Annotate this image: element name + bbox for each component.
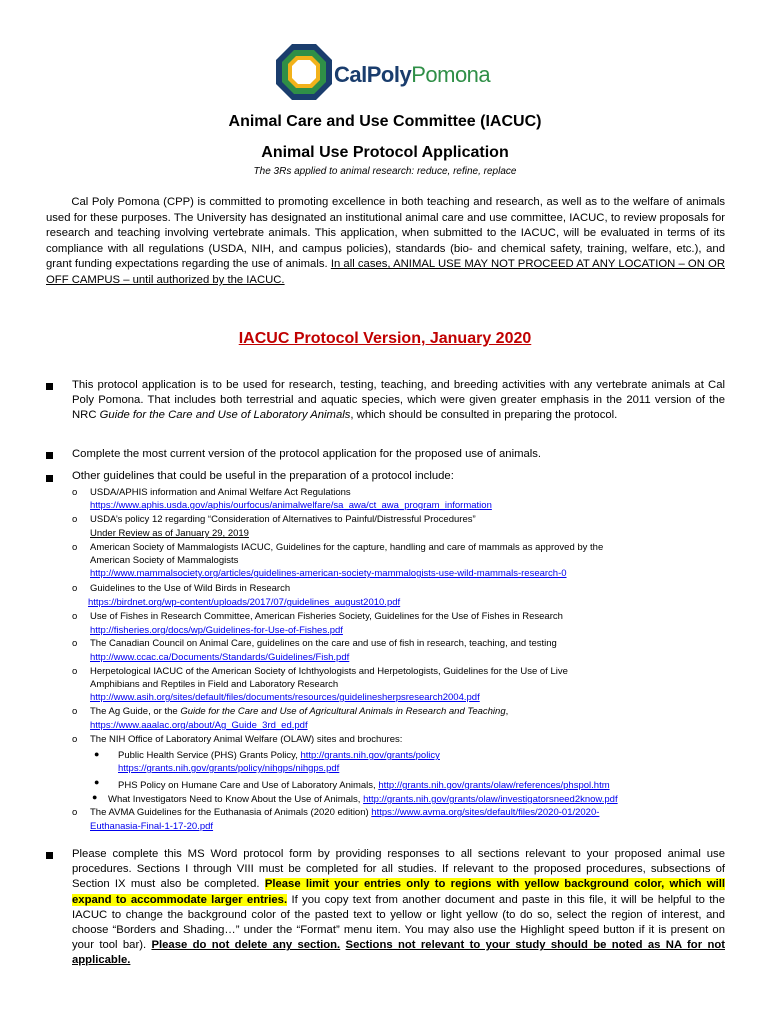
bullet-dot-icon: ● <box>92 792 98 802</box>
bullet-other-guidelines: Other guidelines that could be useful in the preparation of a protocol include: <box>72 470 454 482</box>
version-heading: IACUC Protocol Version, January 2020 <box>238 330 532 347</box>
tagline: The 3Rs applied to animal research: reduce, refine, replace <box>253 166 517 177</box>
na-notice: Sections not relevant to your study should be noted as NA for not applicable. <box>72 939 726 967</box>
phs-policy-link[interactable]: http://grants.nih.gov/grants/olaw/references/phspol.htm <box>378 780 610 791</box>
application-title: Animal Use Protocol Application <box>261 144 509 161</box>
committee-title: Animal Care and Use Committee (IACUC) <box>228 113 542 130</box>
logo-wordmark: CalPolyPomona <box>334 62 491 87</box>
bullet-form-instructions: Please complete this MS Word protocol form by providing responses to all sections relevant to your proposed animal use procedures. Sections I through VIII must be completed for all studies. If relevant to the proposed procedures, subsections of Section IX must also be completed. Please limit your entries only to regions with yellow background color, which will expand to accommodate larger entries. If you copy text from another document and paste in this file, it will be helpful to the IACUC to change the background color of the pasted text to yellow or light yellow (to do so, select the region of interest, and choose “Borders and Shading…” under the “Format” menu item. You may also use the Highlight speed button if it is present on your tool bar). Please do not delete any section. Sections not relevant to your study should be noted as NA for not applicable. <box>72 848 726 967</box>
olaw-item-phs-policy: PHS Policy on Humane Care and Use of Laboratory Animals, http://grants.nih.gov/grants/olaw/references/phspol.htm <box>118 780 610 791</box>
bullet-square-icon <box>46 849 56 859</box>
bullet-current-version: Complete the most current version of the protocol application for the proposed use of animals. <box>72 448 542 460</box>
bullet-dot-icon: ● <box>94 777 100 787</box>
olaw-item-investigators: What Investigators Need to Know About the Use of Animals, http://grants.nih.gov/grants/olaw/investigatorsneed2know.pdf <box>108 794 618 805</box>
bullet-dot-icon: ● <box>94 749 100 759</box>
no-delete-notice: Please do not delete any section. <box>151 939 341 952</box>
investigators-link[interactable]: http://grants.nih.gov/grants/olaw/investigatorsneed2know.pdf <box>363 794 618 805</box>
phs-grants-link[interactable]: http://grants.nih.gov/grants/policy <box>300 750 440 761</box>
calpolypomona-logo <box>272 40 502 104</box>
bullet-square-icon <box>46 380 56 390</box>
highlight-instruction: Please limit your entries only to regions with yellow background color, which will expand to accommodate larger entries. <box>72 878 725 906</box>
bullet-square-icon <box>46 449 56 459</box>
olaw-item-phs-grants: Public Health Service (PHS) Grants Policy, http://grants.nih.gov/grants/policy <box>118 750 440 761</box>
olaw-item-link[interactable]: https://grants.nih.gov/grants/policy/nihgps/nihgps.pdf <box>118 763 340 774</box>
bullet-square-icon <box>46 472 56 482</box>
logo-octagon-icon <box>272 40 336 104</box>
intro-paragraph: Cal Poly Pomona (CPP) is committed to promoting excellence in both teaching and research, as well as to the welfare of animals used for these purposes. The University has designated an institutional animal care and use committee, IACUC, to review proposals for research and teaching involving vertebrate animals. This application, when submitted to the IACUC, will be evaluated in terms of its compliance with all regulations (USDA, NIH, and campus policies), standards (bio- and chemical safety, training, welfare, etc.), and grant funding expectations regarding the use of animals. In all cases, ANIMAL USE MAY NOT PROCEED AT ANY LOCATION – ON OR OFF CAMPUS – until authorized by the IACUC. <box>46 196 725 286</box>
avma-link[interactable]: https://www.avma.org/sites/default/files/2020-01/2020- <box>371 807 600 818</box>
bullet-usage-scope: This protocol application is to be used for research, testing, teaching, and breeding activities with any vertebrate animals at Cal Poly Pomona. That includes both terrestrial and aquatic species, which were given greater emphasis in the 2011 version of the NRC Guide for the Care and Use of Laboratory Animals, which should be consulted in preparing the protocol. <box>72 379 725 422</box>
authorization-notice: In all cases, ANIMAL USE MAY NOT PROCEED AT ANY LOCATION – ON OR OFF CAMPUS – until authorized by the IACUC. <box>46 258 725 286</box>
